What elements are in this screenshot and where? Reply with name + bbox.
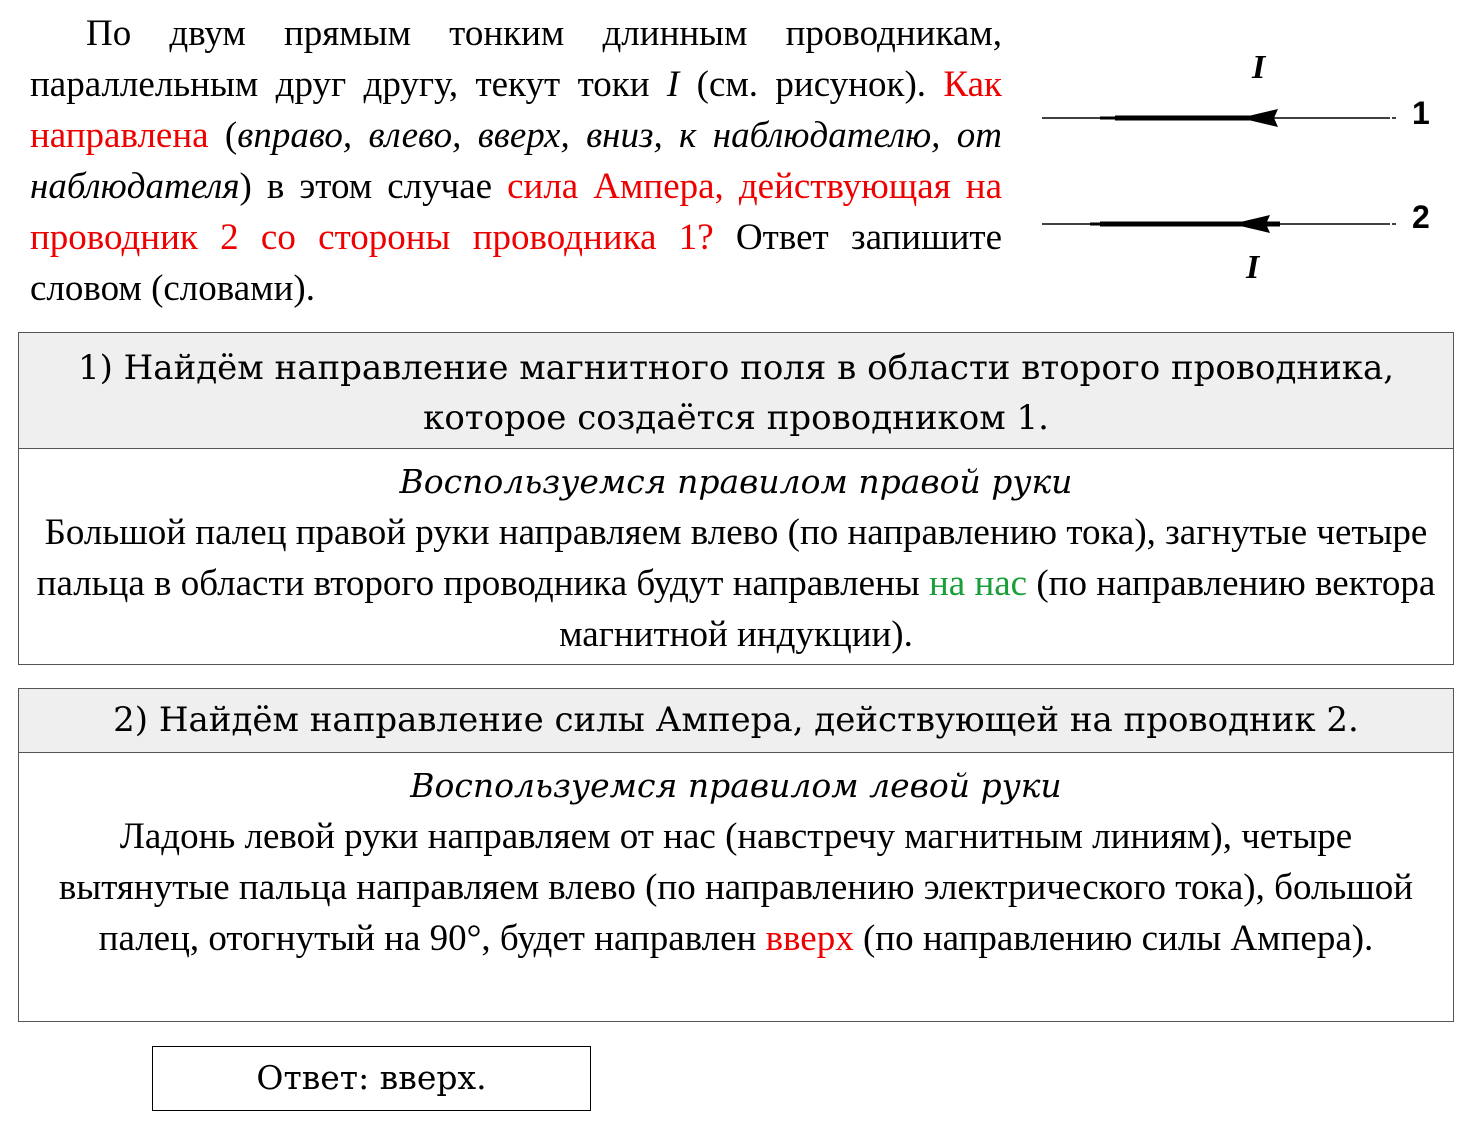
step-2-header: 2) Найдём направление силы Ампера, действующей на проводник 2. bbox=[19, 689, 1453, 753]
problem-statement bbox=[30, 8, 1002, 314]
step-1-text-2: (по направлению вектора магнитной индукции). bbox=[559, 563, 1436, 655]
problem-text-3: ( bbox=[208, 115, 238, 156]
wire-1 bbox=[1042, 109, 1396, 127]
arrow-left-icon bbox=[1240, 109, 1278, 127]
step-1-rule: Воспользуемся правилом правой руки bbox=[399, 462, 1073, 501]
step-2-text-2: (по направлению силы Ампера). bbox=[853, 918, 1374, 959]
step-1-box bbox=[18, 332, 1454, 665]
wire-2-number: 2 bbox=[1412, 199, 1430, 235]
problem-text-4: ) в этом случае bbox=[239, 166, 508, 207]
step-1-text-1: Большой палец правой руки направляем влево (по направлению тока), загнутые четыре пальца в области второго проводника будут направлены bbox=[36, 512, 1428, 604]
wires-figure bbox=[1030, 40, 1460, 290]
step-1-header: 1) Найдём направление магнитного поля в области второго проводника, которое создаётся проводником 1. bbox=[19, 333, 1453, 449]
step-2-box bbox=[18, 688, 1454, 1022]
arrow-left-icon bbox=[1232, 215, 1270, 233]
step-2-body bbox=[19, 753, 1453, 964]
bottom-current-label: I bbox=[1246, 249, 1260, 286]
step-2-highlight: вверх bbox=[765, 918, 854, 959]
step-1-explanation bbox=[33, 507, 1439, 660]
wire-2 bbox=[1042, 215, 1396, 233]
answer-box: Ответ: вверх. bbox=[152, 1046, 591, 1111]
problem-text-5: Ответ запишите словом (словами). bbox=[30, 217, 1002, 309]
problem-text-2: (см. рисунок). bbox=[679, 64, 944, 105]
step-2-text-1: Ладонь левой руки направляем от нас (навстречу магнитным линиям), четыре вытянутые пальца направляем влево (по направлению электрического тока), большой палец, отогнутый на 90°, будет направлен bbox=[58, 816, 1414, 959]
top-current-label: I bbox=[1252, 49, 1266, 86]
step-2-explanation bbox=[33, 811, 1439, 964]
question-part-1: Как направлена bbox=[30, 64, 1002, 156]
question-part-2: сила Ампера, действующая на проводник 2 со стороны проводника 1? bbox=[30, 166, 1003, 258]
problem-text-1: По двум прямым тонким длинным проводникам, параллельным друг другу, текут токи bbox=[30, 13, 1002, 105]
current-variable: I bbox=[666, 64, 680, 105]
step-1-body bbox=[19, 449, 1453, 660]
wire-1-number: 1 bbox=[1412, 95, 1430, 131]
direction-options: вправо, влево, вверх, вниз, к наблюдателю, от наблюдателя bbox=[30, 115, 1002, 207]
step-1-highlight: на нас bbox=[928, 563, 1028, 604]
step-2-rule: Воспользуемся правилом левой руки bbox=[410, 766, 1062, 805]
